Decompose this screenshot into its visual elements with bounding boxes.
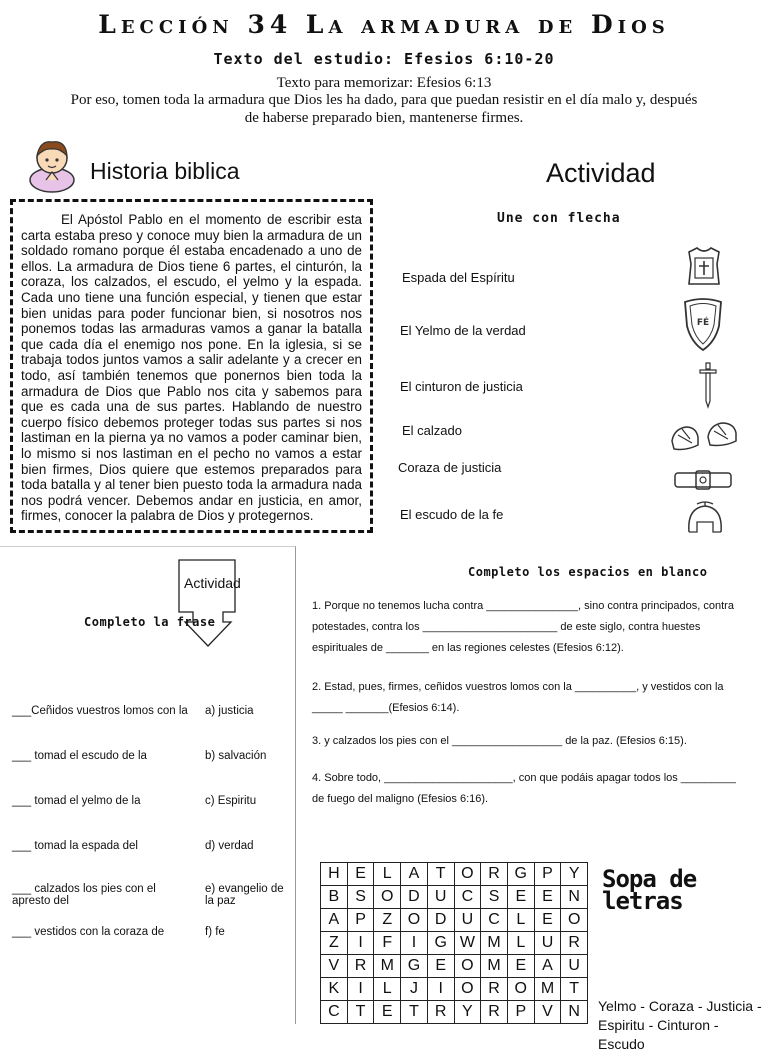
grid-cell: S [481,886,508,909]
grid-cell: Y [561,863,588,886]
word-list: Yelmo - Coraza - Justicia - Espiritu - Cinturon - Escudo [598,998,762,1052]
helmet-icon [683,500,727,540]
grid-cell: E [374,1001,401,1024]
grid-cell: U [561,955,588,978]
frase-option-b: b) salvación [205,750,267,762]
grid-cell: H [321,863,348,886]
match-item-yelmo: El Yelmo de la verdad [400,323,526,338]
grid-cell: E [508,886,535,909]
breastplate-icon [683,244,725,288]
story-box [10,199,373,533]
frase-option-a: a) justicia [205,705,254,717]
match-item-escudo: El escudo de la fe [400,507,504,522]
grid-cell: T [561,978,588,1001]
grid-cell: R [481,978,508,1001]
frase-row-3: ___ tomad el yelmo de la [12,795,141,807]
memorize-label: Texto para memorizar: Efesios 6:13 [276,75,492,91]
grid-cell: T [428,863,455,886]
grid-cell: C [321,1001,348,1024]
grid-cell: G [401,955,428,978]
blank-question-1: 1. Porque no tenemos lucha contra _______________, sino contra principados, contra potestades, contra los ______________________ de este siglo, contra huestes espirituales de _______ en las regiones celestes (Efesios 6:12). [312,600,734,654]
grid-cell: E [535,886,562,909]
grid-cell: E [428,955,455,978]
frase-title: Completo la frase [84,615,216,629]
grid-cell: T [348,1001,375,1024]
activity-arrow-box [173,556,243,648]
grid-cell: U [428,886,455,909]
frase-row-4: ___ tomad la espada del [12,840,138,852]
grid-cell: G [508,863,535,886]
grid-cell: N [561,1001,588,1024]
grid-row [321,909,588,932]
grid-cell: R [561,932,588,955]
match-item-cinturon: El cinturon de justicia [400,379,523,394]
match-item-calzado: El calzado [402,423,462,438]
grid-cell: S [348,886,375,909]
grid-cell: O [508,978,535,1001]
grid-cell: D [428,909,455,932]
frase-row-6: ___ vestidos con la coraza de [12,926,165,938]
activity-title: Actividad [546,158,656,188]
grid-cell: R [481,1001,508,1024]
grid-row [321,886,588,909]
grid-cell: B [321,886,348,909]
grid-cell: V [321,955,348,978]
frase-option-d: d) verdad [205,840,254,852]
grid-cell: P [348,909,375,932]
sword-icon [697,361,719,409]
match-subtitle: Une con flecha [497,211,621,226]
memory-verse: Por eso, tomen toda la armadura que Dios les ha dado, para que puedan resistir en el día malo y, después de haberse preparado bien, mantenerse firmes. [70,92,698,126]
grid-cell: O [374,886,401,909]
blank-question-3: 3. y calzados los pies con el __________________ de la paz. (Efesios 6:15). [312,735,687,747]
grid-cell: U [455,909,482,932]
grid-cell: C [455,886,482,909]
word-search-grid [320,862,588,1024]
blank-question-4: 4. Sobre todo, _____________________, con que podáis apagar todos los _________ de fuego del maligno (Efesios 6:16). [312,772,736,805]
grid-cell: G [428,932,455,955]
grid-cell: F [374,932,401,955]
shield-icon [681,296,725,352]
grid-cell: R [481,863,508,886]
frase-option-f: f) fe [205,926,225,938]
grid-cell: M [481,932,508,955]
lesson-title: Lección 34 La armadura de Dios [98,10,670,39]
grid-cell: I [348,978,375,1001]
grid-cell: P [508,1001,535,1024]
grid-cell: M [535,978,562,1001]
grid-cell: Z [374,909,401,932]
grid-cell: E [348,863,375,886]
grid-cell: U [535,932,562,955]
study-text: Texto del estudio: Efesios 6:10-20 [213,50,555,68]
grid-cell: A [401,863,428,886]
blank-question-2: 2. Estad, pues, firmes, ceñidos vuestros lomos con la __________, y vestidos con la _____ _______(Efesios 6:14). [312,681,724,714]
grid-cell: K [321,978,348,1001]
grid-cell: Z [321,932,348,955]
grid-cell: P [535,863,562,886]
grid-cell: R [428,1001,455,1024]
grid-cell: O [401,909,428,932]
grid-cell: M [481,955,508,978]
grid-cell: L [374,863,401,886]
grid-row [321,863,588,886]
grid-cell: O [455,955,482,978]
frase-row-5: ___ calzados los pies con el apresto del [12,883,156,907]
frase-option-c: c) Espiritu [205,795,257,807]
grid-cell: L [508,909,535,932]
grid-cell: O [455,978,482,1001]
activity-box-label: Actividad [184,575,241,591]
shield-label: FÉ [696,318,710,328]
grid-cell: I [401,932,428,955]
grid-row [321,978,588,1001]
frase-option-e: e) evangelio de la paz [205,883,284,907]
grid-cell: T [401,1001,428,1024]
grid-cell: I [348,932,375,955]
grid-cell: W [455,932,482,955]
grid-cell: N [561,886,588,909]
grid-cell: L [374,978,401,1001]
grid-cell: J [401,978,428,1001]
grid-cell: A [321,909,348,932]
grid-cell: E [508,955,535,978]
blanks-title: Completo los espacios en blanco [468,565,708,579]
grid-cell: Y [455,1001,482,1024]
match-item-espada: Espada del Espíritu [402,270,515,285]
sopa-title: Sopa de letras [602,865,697,915]
belt-icon [673,468,733,492]
grid-cell: L [508,932,535,955]
match-item-coraza: Coraza de justicia [398,460,502,475]
grid-cell: O [455,863,482,886]
sandals-icon [668,415,740,455]
story-text: El Apóstol Pablo en el momento de escribir esta carta estaba preso y conoce muy bien la armadura de un soldado romano porque él estaba encadenado a uno de ellos. La armadura de Dios tiene 6 partes, el cinturón, la coraza, los calzados, el escudo, el yelmo y la espada. Cada uno tiene una función especial, y tienen que estar bien unidas para poder funcionar bien, si nosotros nos ponemos todas las armaduras vamos a ganar la batalla que cada día el enemigo nos pone. En la iglesia, si se trabaja todos juntos vamos a salir adelante y a crecer en todo, así también tenemos que ponernos bien toda la armadura de Dios que Pablo nos cita y sabemos para que es cada una de sus partes. Hablando de nuestro cuerpo físico debemos proteger todas sus partes si nos lastiman en la pierna ya no vamos a poder caminar bien, lo mismo si nos lastiman en el pecho no vamos a estar bien firmes, Dios quiere que estemos preparados para toda batalla y al tener bien puesto toda la armadura nada nos podrá vencer. Debemos andar en justicia, en amor, firmes, conocer la palabra de Dios y protegernos. [21,212,362,524]
frase-row-2: ___ tomad el escudo de la [12,750,147,762]
grid-cell: I [428,978,455,1001]
praying-child-icon [22,136,82,194]
history-title: Historia biblica [90,158,240,184]
grid-cell: C [481,909,508,932]
grid-cell: M [374,955,401,978]
grid-cell: D [401,886,428,909]
grid-cell: V [535,1001,562,1024]
grid-cell: E [535,909,562,932]
frase-row-1: ___Ceñidos vuestros lomos con la [12,705,188,717]
grid-row [321,932,588,955]
grid-cell: R [348,955,375,978]
grid-cell: O [561,909,588,932]
grid-row [321,1001,588,1024]
grid-cell: A [535,955,562,978]
grid-row [321,955,588,978]
